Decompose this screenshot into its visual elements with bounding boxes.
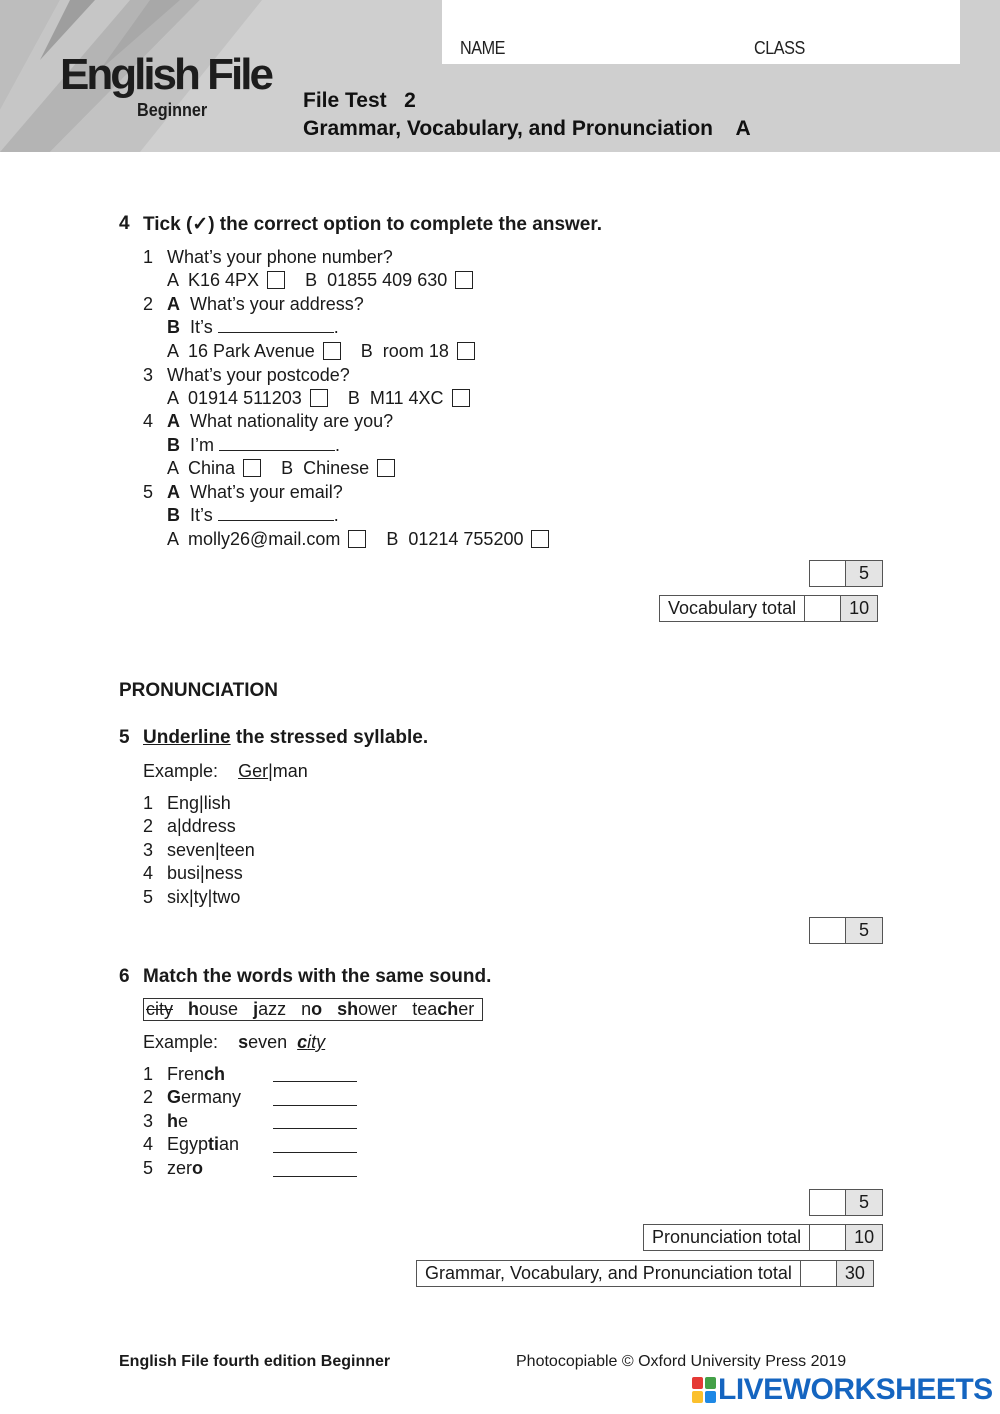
answer-blank	[218, 319, 334, 333]
word-box-teacher-bold: ch	[437, 999, 459, 1019]
pronunciation-total-box	[643, 1224, 883, 1251]
answer-prefix: It’s	[190, 505, 213, 525]
example-rest: |man	[268, 761, 308, 781]
q5-item-3-word[interactable]: seven|teen	[167, 840, 255, 860]
option-b-checkbox[interactable]	[455, 271, 473, 289]
vocabulary-total-label: Vocabulary total	[660, 596, 805, 621]
section-heading-pronunciation: PRONUNCIATION	[119, 680, 279, 701]
example-bold: s	[238, 1032, 249, 1052]
word-box-teacher-pre: tea	[412, 999, 438, 1019]
q5-number: 5	[119, 727, 130, 748]
q4-item-2-options	[167, 341, 475, 362]
q6-word-box	[143, 998, 483, 1021]
option-a-label: A 01914 511203	[167, 388, 302, 408]
score-input[interactable]	[810, 561, 846, 586]
word-box-house-rest: ouse	[199, 999, 239, 1019]
liveworksheets-logo	[692, 1374, 993, 1406]
q5-item-5-word[interactable]: six|ty|two	[167, 887, 241, 907]
word-box-jazz-bold: j	[253, 999, 259, 1019]
pronunciation-total-label: Pronunciation total	[644, 1225, 810, 1250]
q6-score-box	[809, 1189, 883, 1216]
q6-item-3-word: he	[167, 1111, 189, 1131]
vocabulary-total-box	[659, 595, 878, 622]
option-b-label: B M11 4XC	[347, 388, 444, 408]
q4-item-1-number: 1	[143, 247, 154, 267]
q4-item-1-options	[167, 270, 473, 291]
footer-edition: English File fourth edition Beginner	[119, 1353, 391, 1370]
grand-total-box	[416, 1260, 874, 1287]
q5-item-4-number: 4	[143, 863, 154, 883]
q6-item-1-answer-blank[interactable]	[273, 1081, 357, 1082]
example-stressed: Ger	[238, 761, 269, 781]
answer-blank	[219, 437, 335, 451]
q4-item-3-number: 3	[143, 365, 154, 385]
q5-instruction	[143, 727, 428, 749]
pronunciation-total-max: 10	[846, 1225, 882, 1250]
q4-item-4-number: 4	[143, 411, 154, 431]
q6-item-4-number: 4	[143, 1134, 154, 1154]
option-a-label: A molly26@mail.com	[167, 529, 341, 549]
option-a-checkbox[interactable]	[310, 389, 328, 407]
q5-item-3-number: 3	[143, 840, 154, 860]
speaker-b: B	[167, 505, 180, 525]
q4-instruction: Tick (✓) the correct option to complete the answer.	[143, 214, 602, 235]
test-subtitle: Grammar, Vocabulary, and Pronunciation A	[303, 117, 751, 140]
score-max: 5	[846, 918, 882, 943]
q4-item-4-options	[167, 458, 395, 479]
score-max: 5	[846, 1190, 882, 1215]
q6-example	[143, 1032, 325, 1053]
liveworksheets-icon	[692, 1377, 716, 1403]
q4-item-4-question-line	[167, 411, 393, 432]
q6-item-1-number: 1	[143, 1064, 154, 1084]
q4-number: 4	[119, 213, 130, 234]
q6-item-3-answer-blank[interactable]	[273, 1128, 357, 1129]
logo-title: English File	[60, 50, 271, 99]
logo-subtitle: Beginner	[137, 100, 208, 120]
option-a-checkbox[interactable]	[267, 271, 285, 289]
question-text: What’s your email?	[190, 482, 343, 502]
option-b-checkbox[interactable]	[452, 389, 470, 407]
q5-example	[143, 761, 308, 782]
q6-item-5-word: zero	[167, 1158, 204, 1178]
class-label: CLASS	[754, 38, 805, 58]
example-label: Example:	[143, 1032, 219, 1052]
q6-item-2-number: 2	[143, 1087, 154, 1107]
q6-item-2-word: Germany	[167, 1087, 242, 1107]
vocabulary-total-input[interactable]	[805, 596, 841, 621]
test-title: File Test 2	[303, 89, 416, 112]
q6-item-5-answer-blank[interactable]	[273, 1176, 357, 1177]
option-a-checkbox[interactable]	[323, 342, 341, 360]
option-a-checkbox[interactable]	[348, 530, 366, 548]
page-header	[0, 0, 1000, 152]
q6-item-1-word: French	[167, 1064, 226, 1084]
option-b-checkbox[interactable]	[457, 342, 475, 360]
q4-item-5-options	[167, 529, 549, 550]
example-answer-rest: ity	[307, 1032, 326, 1052]
q5-item-1-number: 1	[143, 793, 154, 813]
score-max: 5	[846, 561, 882, 586]
q5-instruction-rest: the stressed syllable.	[230, 727, 429, 748]
grand-total-label: Grammar, Vocabulary, and Pronunciation total	[417, 1261, 801, 1286]
vocabulary-total-max: 10	[841, 596, 877, 621]
q5-item-1-word[interactable]: Eng|lish	[167, 793, 231, 813]
q6-item-4-answer-blank[interactable]	[273, 1152, 357, 1153]
word-box-no-bold: o	[311, 999, 323, 1019]
example-label: Example:	[143, 761, 219, 781]
footer-copyright: Photocopiable © Oxford University Press 2019	[516, 1353, 847, 1370]
option-b-checkbox[interactable]	[377, 459, 395, 477]
q4-item-2-answer-line: B It’s .	[167, 317, 339, 337]
q6-number: 6	[119, 966, 130, 987]
q4-item-4-answer-line: B I’m .	[167, 435, 341, 455]
pronunciation-total-input[interactable]	[810, 1225, 846, 1250]
q4-item-2-question-line	[167, 294, 364, 315]
q5-score-box	[809, 917, 883, 944]
word-box-shower-rest: ower	[358, 999, 398, 1019]
word-box-teacher-rest: er	[458, 999, 475, 1019]
option-a-label: A China	[167, 458, 236, 478]
answer-prefix: It’s	[190, 317, 213, 337]
q4-item-1-question: What’s your phone number?	[167, 247, 393, 267]
grand-total-max: 30	[837, 1261, 873, 1286]
option-a-checkbox[interactable]	[243, 459, 261, 477]
example-answer-bold: c	[297, 1032, 308, 1052]
word-box-no-pre: n	[301, 999, 312, 1019]
option-a-label: A 16 Park Avenue	[167, 341, 315, 361]
q6-item-4-word: Egyptian	[167, 1134, 240, 1154]
q5-item-5-number: 5	[143, 887, 154, 907]
speaker-a: A	[167, 482, 180, 502]
grand-total-input[interactable]	[801, 1261, 837, 1286]
answer-prefix: I’m	[190, 435, 215, 455]
q5-item-2-word[interactable]: a|ddress	[167, 816, 236, 836]
option-b-checkbox[interactable]	[531, 530, 549, 548]
q5-item-4-word[interactable]: busi|ness	[167, 863, 243, 883]
speaker-b: B	[167, 435, 180, 455]
name-label: NAME	[460, 38, 506, 58]
word-box-city: city	[146, 999, 173, 1019]
option-b-label: B 01855 409 630	[305, 270, 448, 290]
question-text: What’s your address?	[190, 294, 364, 314]
q6-instruction: Match the words with the same sound.	[143, 966, 492, 987]
option-b-label: B room 18	[360, 341, 449, 361]
q5-instruction-underlined: Underline	[143, 727, 231, 748]
q4-score-box	[809, 560, 883, 587]
score-input[interactable]	[810, 918, 846, 943]
question-text: What nationality are you?	[190, 411, 394, 431]
speaker-b: B	[167, 317, 180, 337]
q6-item-5-number: 5	[143, 1158, 154, 1178]
liveworksheets-wordmark: LIVEWORKSHEETS	[718, 1373, 993, 1406]
q5-item-2-number: 2	[143, 816, 154, 836]
q4-item-2-number: 2	[143, 294, 154, 314]
q4-item-3-options	[167, 388, 470, 409]
q4-item-5-answer-line: B It’s .	[167, 505, 339, 525]
answer-blank	[218, 507, 334, 521]
q6-item-3-number: 3	[143, 1111, 154, 1131]
q4-item-5-number: 5	[143, 482, 154, 502]
option-b-label: B 01214 755200	[386, 529, 524, 549]
option-b-label: B Chinese	[281, 458, 370, 478]
q4-item-5-question-line	[167, 482, 343, 503]
example-rest: even	[248, 1032, 288, 1052]
option-a-label: A K16 4PX	[167, 270, 260, 290]
word-box-shower-bold: sh	[337, 999, 359, 1019]
name-class-box[interactable]	[442, 0, 960, 64]
score-input[interactable]	[810, 1190, 846, 1215]
speaker-a: A	[167, 411, 180, 431]
q4-item-3-question: What’s your postcode?	[167, 365, 350, 385]
word-box-jazz-rest: azz	[258, 999, 287, 1019]
q6-item-2-answer-blank[interactable]	[273, 1105, 357, 1106]
word-box-house-bold: h	[188, 999, 200, 1019]
speaker-a: A	[167, 294, 180, 314]
